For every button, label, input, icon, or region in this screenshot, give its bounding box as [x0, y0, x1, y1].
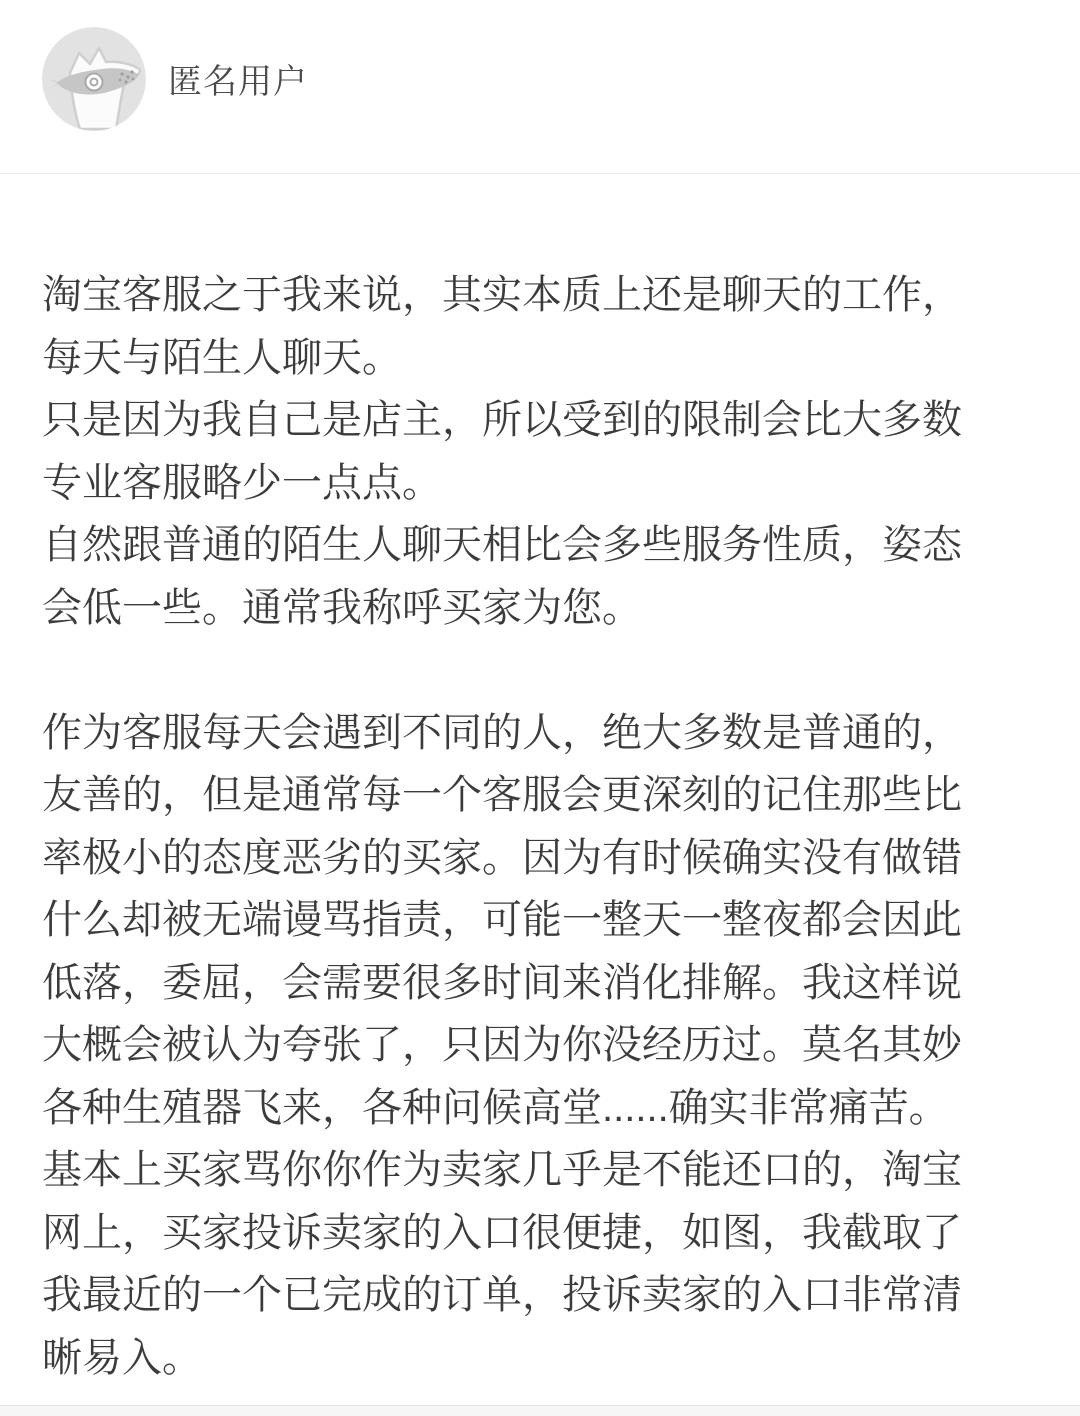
bottom-divider	[0, 1405, 1080, 1416]
answer-paragraph: 淘宝客服之于我来说，其实本质上还是聊天的工作，每天与陌生人聊天。	[42, 273, 962, 380]
anonymous-avatar[interactable]	[42, 27, 146, 131]
username[interactable]: 匿名用户	[168, 63, 308, 101]
author-row	[42, 27, 308, 131]
answer-paragraph: 自然跟普通的陌生人聊天相比会多些服务性质，姿态会低一些。通常我称呼买家为您。	[42, 523, 962, 630]
answer-paragraph: 作为客服每天会遇到不同的人，绝大多数是普通的，友善的，但是通常每一个客服会更深刻的记住那些比率极小的态度恶劣的买家。因为有时候确实没有做错什么却被无端谩骂指责，可能一整天一整夜都会因此低落，委屈，会需要很多时间来消化排解。我这样说大概会被认为夸张了，只因为你没经历过。莫名其妙各种生殖器飞来，各种问候高堂......确实非常痛苦。基本上买家骂你你作为卖家几乎是不能还口的，淘宝网上，买家投诉卖家的入口很便捷，如图，我截取了我最近的一个已完成的订单，投诉卖家的入口非常清晰易入。	[42, 710, 962, 1380]
post-header	[0, 0, 1080, 174]
answer-body	[0, 174, 1080, 1389]
answer-paragraph: 只是因为我自己是店主，所以受到的限制会比大多数专业客服略少一点点。	[42, 398, 962, 505]
anonymous-cat-with-fish-icon	[42, 27, 146, 131]
